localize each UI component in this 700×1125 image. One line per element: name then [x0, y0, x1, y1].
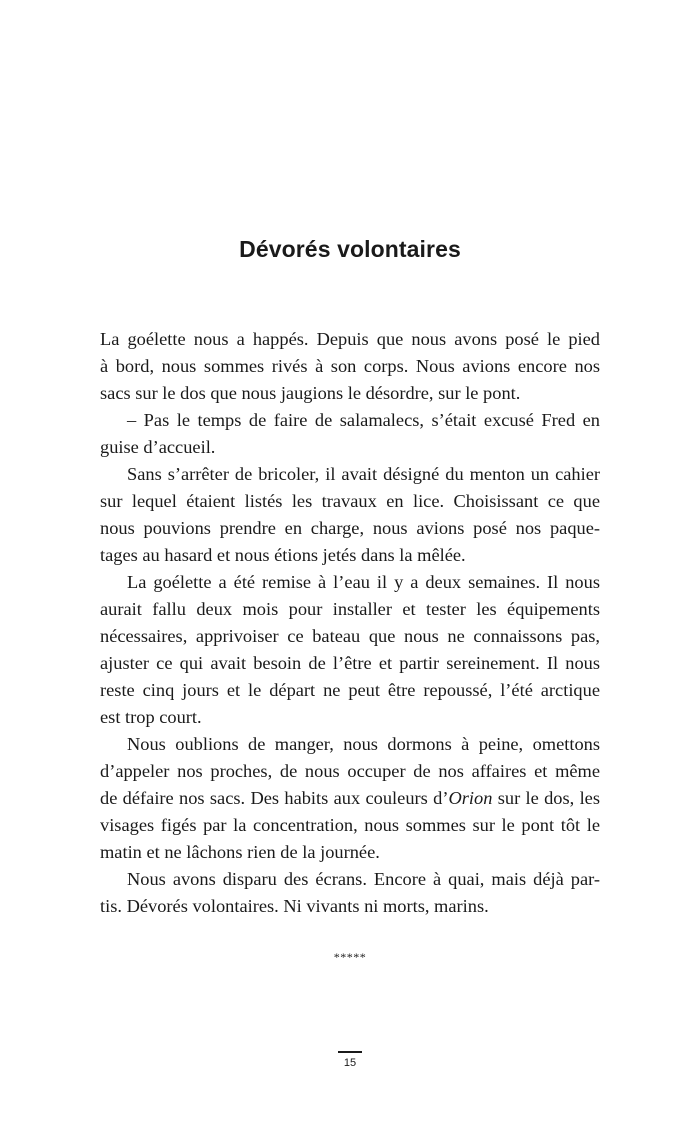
folio-rule	[338, 1051, 362, 1053]
text-line: tis. Dévorés volontaires. Ni vivants ni morts, marins.	[100, 896, 489, 916]
text-line: nécessaires, apprivoiser ce bateau que nous ne connaissons pas,	[100, 626, 600, 646]
text-line: La goélette nous a happés. Depuis que nous avons posé le pied	[100, 329, 600, 349]
section-separator: *****	[333, 950, 367, 964]
text-segment: sur le dos, les	[492, 788, 601, 808]
text-line: à bord, nous sommes rivés à son corps. Nous avions encore nos	[100, 356, 600, 376]
text-line: – Pas le temps de faire de salamalecs, s’était excusé Fred en	[127, 410, 600, 430]
text-line: guise d’accueil.	[100, 437, 216, 457]
text-line: Nous avons disparu des écrans. Encore à quai, mais déjà par-	[127, 869, 600, 889]
text-line: sur lequel étaient listés les travaux en lice. Choisissant ce que	[100, 491, 600, 511]
text-line: est trop court.	[100, 707, 202, 727]
page-number: 15	[343, 1057, 357, 1069]
paragraph-6	[100, 866, 600, 920]
text-line: Sans s’arrêter de bricoler, il avait désigné du menton un cahier	[127, 464, 600, 484]
text-line: matin et ne lâchons rien de la journée.	[100, 842, 380, 862]
ship-name-italic: Orion	[448, 788, 493, 808]
text-line: d’appeler nos proches, de nous occuper de nos affaires et même	[100, 761, 600, 781]
text-line: visages figés par la concentration, nous sommes sur le pont tôt le	[100, 815, 600, 835]
text-segment: de défaire nos sacs. Des habits aux couleurs d’	[100, 788, 449, 808]
text-line: La goélette a été remise à l’eau il y a deux semaines. Il nous	[127, 572, 600, 592]
text-line: tages au hasard et nous étions jetés dans la mêlée.	[100, 545, 466, 565]
text-line: Nous oublions de manger, nous dormons à peine, omettons	[127, 734, 600, 754]
text-line: sacs sur le dos que nous jaugions le désordre, sur le pont.	[100, 383, 521, 403]
paragraph-1	[100, 326, 600, 407]
chapter-title: Dévorés volontaires	[239, 236, 461, 262]
paragraph-4	[100, 569, 600, 731]
paragraph-3	[100, 461, 600, 569]
text-line: ajuster ce qui avait besoin de l’être et partir sereinement. Il nous	[100, 653, 600, 673]
body-text	[100, 326, 600, 920]
text-line: aurait fallu deux mois pour installer et tester les équipements	[100, 599, 600, 619]
text-line-with-italic	[100, 785, 600, 812]
text-line: reste cinq jours et le départ ne peut être repoussé, l’été arctique	[100, 680, 600, 700]
text-line: nous pouvions prendre en charge, nous avions posé nos paque-	[100, 518, 600, 538]
paragraph-2	[100, 407, 600, 461]
paragraph-5	[100, 731, 600, 866]
